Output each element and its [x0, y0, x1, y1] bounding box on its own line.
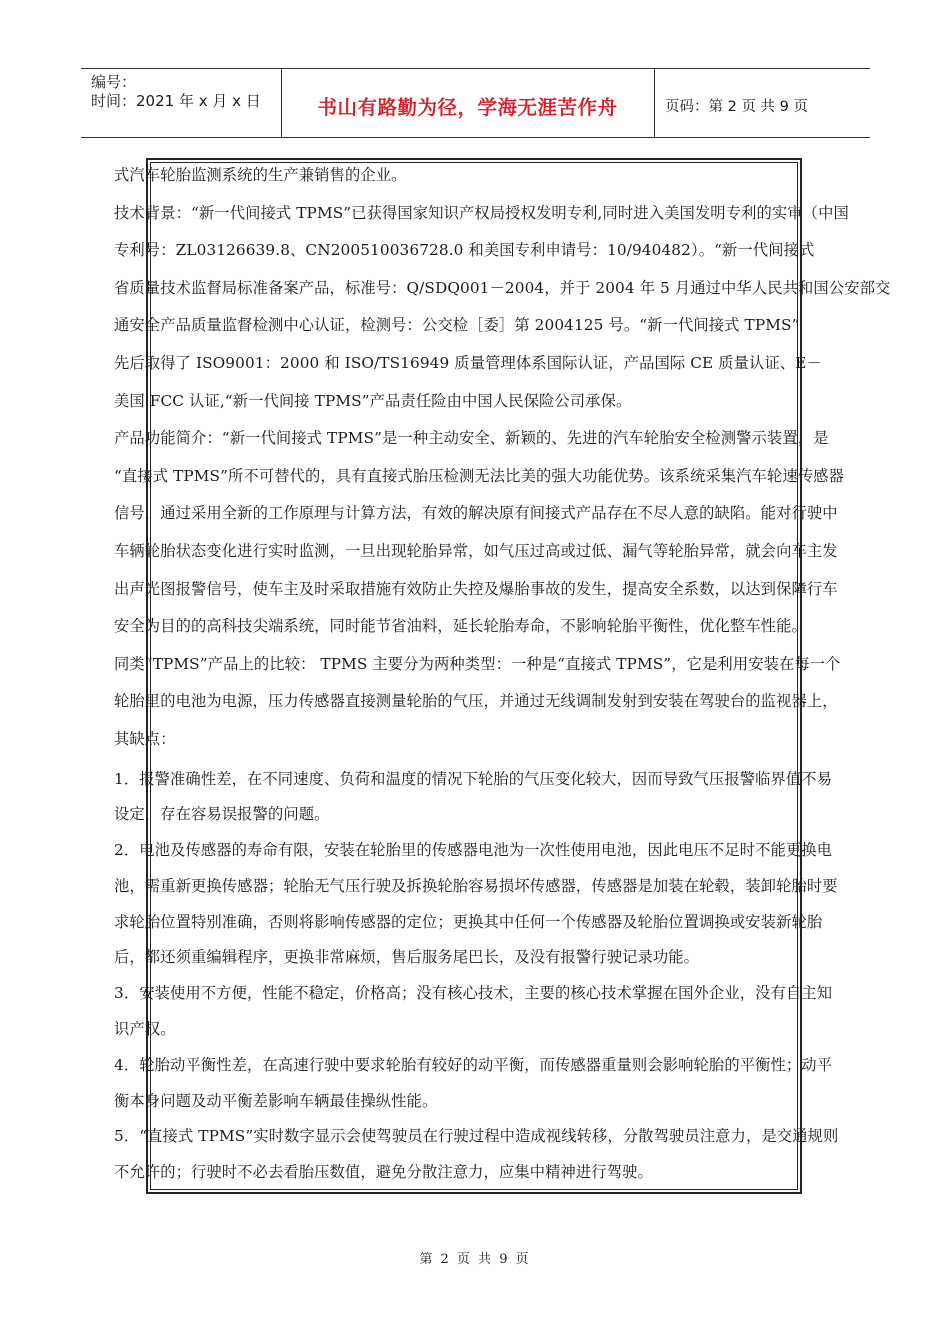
list-line: 1．报警准确性差，在不同速度、负荷和温度的情况下轮胎的气压变化较大，因而导致气压报警临界值不易	[114, 769, 833, 788]
text-line: 车辆轮胎状态变化进行实时监测，一旦出现轮胎异常，如气压过高或过低、漏气等轮胎异常，就会向车主发	[114, 541, 838, 560]
document-body	[114, 161, 914, 1194]
text-line: 产品功能简介：“新一代间接式 TPMS”是一种主动安全、新颖的、先进的汽车轮胎安全检测警示装置，是	[114, 429, 829, 448]
header-divider	[654, 69, 655, 137]
text-line: 先后取得了 ISO9001：2000 和 ISO/TS16949 质量管理体系国际认证，产品国际 CE 质量认证、E－	[114, 353, 822, 372]
footer-page-number: 第 2 页 共 9 页	[419, 1252, 531, 1267]
header-table	[81, 68, 870, 138]
list-line: 求轮胎位置特别准确，否则将影响传感器的定位；更换其中任何一个传感器及轮胎位置调换或安装新轮胎	[114, 912, 823, 931]
text-line: 省质量技术监督局标准备案产品，标准号：Q/SDQ001－2004，并于 2004 年 5 月通过中华人民共和国公安部交	[114, 278, 891, 297]
list-line: 不允许的；行驶时不必去看胎压数值，避免分散注意力，应集中精神进行驾驶。	[114, 1163, 653, 1182]
list-line: 池，需重新更换传感器；轮胎无气压行驶及拆换轮胎容易损坏传感器，传感器是加装在轮毂，装卸轮胎时要	[114, 876, 838, 895]
text-line: “直接式 TPMS”所不可替代的，具有直接式胎压检测无法比美的强大功能优势。该系统采集汽车轮速传感器	[114, 466, 844, 485]
number-label: 编号：	[91, 73, 137, 91]
list-line: 4．轮胎动平衡性差，在高速行驶中要求轮胎有较好的动平衡，而传感器重量则会影响轮胎的平衡性；动平	[114, 1055, 833, 1074]
text-line: 技术背景：“新一代间接式 TPMS”已获得国家知识产权局授权发明专利,同时进入美国发明专利的实审（中国	[114, 203, 849, 222]
list-line: 3．安装使用不方便，性能不稳定，价格高；没有核心技术，主要的核心技术掌握在国外企业，没有自主知	[114, 984, 833, 1003]
text-line: 安全为目的的高科技尖端系统，同时能节省油料，延长轮胎寿命，不影响轮胎平衡性，优化整车性能。	[114, 617, 807, 636]
header-meta	[91, 73, 261, 111]
list-line: 衡本身问题及动平衡差影响车辆最佳操纵性能。	[114, 1091, 438, 1110]
text-line: 美国 FCC 认证,“新一代间接 TPMS”产品责任险由中国人民保险公司承保。	[114, 391, 632, 410]
text-line: 式汽车轮胎监测系统的生产兼销售的企业。	[114, 166, 407, 184]
header-page-number: 页码：第 2 页 共 9 页	[665, 99, 808, 115]
text-line: 信号，通过采用全新的工作原理与计算方法，有效的解决原有间接式产品存在不尽人意的缺陷。能对行驶中	[114, 504, 838, 523]
list-line: 识产权。	[114, 1020, 176, 1039]
date-label: 时间：2021 年 x 月 x 日	[91, 92, 261, 110]
text-line: 通安全产品质量监督检测中心认证，检测号：公交检［委］第 2004125 号。“新一代间接式 TPMS”	[114, 316, 800, 335]
list-line: 后，都还须重编辑程序，更换非常麻烦，售后服务尾巴长，及没有报警行驶记录功能。	[114, 948, 700, 967]
motto: 书山有路勤为径，学海无涯苦作舟	[317, 96, 618, 119]
list-line: 5．“直接式 TPMS”实时数字显示会使驾驶员在行驶过程中造成视线转移，分散驾驶员注意力，是交通规则	[114, 1127, 839, 1146]
list-line: 设定，存在容易误报警的问题。	[114, 805, 330, 824]
list-line: 2．电池及传感器的寿命有限，安装在轮胎里的传感器电池为一次性使用电池，因此电压不足时不能更换电	[114, 841, 833, 860]
text-line: 专利号：ZL03126639.8、CN200510036728.0 和美国专利申请号：10/940482）。“新一代间接式	[114, 241, 815, 260]
text-line: 同类“TPMS”产品上的比较： TPMS 主要分为两种类型：一种是“直接式 TPMS”，它是利用安装在每一个	[114, 654, 841, 673]
text-line: 其缺点：	[114, 729, 176, 748]
text-line: 出声光图报警信号，使车主及时采取措施有效防止失控及爆胎事故的发生，提高安全系数，以达到保障行车	[114, 579, 838, 598]
text-line: 轮胎里的电池为电源，压力传感器直接测量轮胎的气压，并通过无线调制发射到安装在驾驶台的监视器上，	[114, 692, 838, 711]
